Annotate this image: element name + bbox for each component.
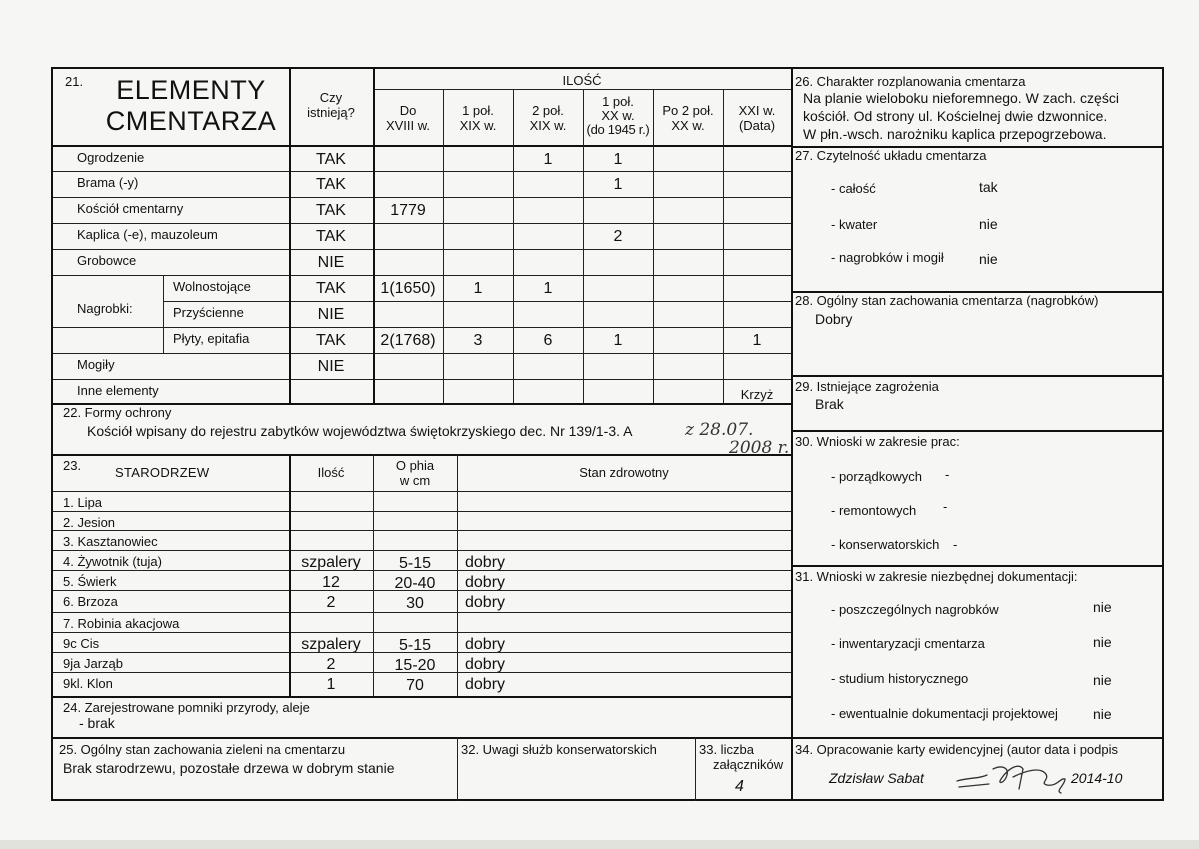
- element-row-exists: NIE: [317, 306, 345, 323]
- element-row-sublabel: Przyścienne: [173, 305, 244, 320]
- grid-line-h: [791, 430, 1164, 432]
- col-header-5-l1: XXI w.: [738, 103, 776, 118]
- s31-item-1-label: - poszczególnych nagrobków: [831, 602, 999, 617]
- element-row-cell: 1: [613, 151, 623, 168]
- tree-row-name: 2. Jesion: [63, 515, 116, 530]
- section-27-label: 27. Czytelność układu cmentarza: [795, 148, 987, 163]
- grid-line-h: [53, 403, 791, 405]
- grid-line-h: [53, 454, 791, 456]
- grid-line-h: [53, 612, 791, 613]
- col-header-4-l1: Po 2 poł.: [662, 103, 714, 118]
- grid-line-v: [373, 69, 375, 403]
- section-29-value: Brak: [815, 396, 844, 412]
- grid-line-h: [53, 223, 791, 224]
- section-28-label: 28. Ogólny stan zachowania cmentarza (nagrobków): [795, 293, 1099, 308]
- grid-line-v: [373, 454, 374, 696]
- section-22-value: Kościół wpisany do rejestru zabytków województwa świętokrzyskiego dec. Nr 139/1-3. A: [87, 423, 633, 439]
- section-34-date: 2014-10: [1071, 770, 1123, 786]
- tree-row-condition: dobry: [465, 676, 506, 693]
- section-26-line3: W płn.-wsch. narożniku kaplica przepogrzebowa.: [803, 126, 1107, 142]
- tree-row-name: 9ja Jarząb: [63, 656, 123, 671]
- grid-line-h: [53, 145, 791, 147]
- tree-row-name: 6. Brzoza: [63, 594, 118, 609]
- s31-item-4-value: nie: [1093, 706, 1112, 722]
- element-row-exists: TAK: [316, 176, 346, 193]
- trees-col-obwod-l2: w cm: [399, 473, 431, 488]
- s30-item-3-value: -: [953, 537, 958, 552]
- col-header-0-l1: Do: [399, 103, 417, 118]
- grid-line-h: [163, 301, 791, 302]
- element-row-cell: 1: [752, 332, 762, 349]
- col-header-3-l1: 1 poł.: [602, 94, 634, 109]
- grid-line-h: [53, 652, 791, 653]
- s30-item-2-label: - remontowych: [831, 503, 917, 518]
- grid-line-h: [53, 353, 791, 354]
- section-34-label: 34. Opracowanie karty ewidencyjnej (autor data i podpis: [795, 742, 1119, 757]
- section-29-label: 29. Istniejące zagrożenia: [795, 379, 939, 394]
- exists-header-line1: Czy: [319, 90, 343, 105]
- tree-row-name: 5. Świerk: [63, 574, 117, 589]
- element-row-exists: TAK: [316, 280, 346, 297]
- tree-row-circumference: 70: [406, 677, 424, 694]
- section-31-label: 31. Wnioski w zakresie niezbędnej dokumentacji:: [795, 569, 1078, 584]
- signature-mark: [953, 757, 1071, 797]
- s31-item-3-label: - studium historycznego: [831, 671, 969, 686]
- tree-row-quantity: szpalery: [301, 554, 361, 571]
- section-33-value: 4: [735, 778, 744, 795]
- grid-line-h: [791, 375, 1164, 377]
- trees-col-ilosc: Ilość: [317, 465, 345, 480]
- section-34-author: Zdzisław Sabat: [829, 770, 924, 786]
- section-22-label: 22. Formy ochrony: [63, 405, 172, 420]
- grid-line-v: [457, 454, 458, 696]
- tree-row-name: 4. Żywotnik (tuja): [63, 554, 162, 569]
- s31-item-2-label: - inwentaryzacji cmentarza: [831, 636, 985, 651]
- section-21-title-line1: ELEMENTY: [116, 75, 266, 105]
- s30-item-1-label: - porządkowych: [831, 469, 923, 484]
- grid-line-h: [53, 511, 791, 512]
- grid-line-v: [289, 454, 291, 696]
- tree-row-condition: dobry: [465, 594, 506, 611]
- tree-row-circumference: 5-15: [398, 555, 432, 572]
- grid-line-h: [53, 171, 791, 172]
- s27-item-2-value: nie: [979, 216, 998, 232]
- tree-row-quantity: 2: [326, 594, 336, 611]
- element-row-label: Mogiły: [77, 357, 115, 372]
- grid-line-h: [791, 565, 1164, 567]
- tree-row-condition: dobry: [465, 636, 506, 653]
- element-row-cell: 2: [613, 228, 623, 245]
- section-33-label-2: załączników: [713, 757, 784, 772]
- grid-line-v: [513, 89, 514, 403]
- grid-line-v: [457, 737, 458, 801]
- section-26-line2: kościół. Od strony ul. Kościelnej dwie dzwonnice.: [803, 108, 1108, 124]
- ilosc-header: ILOŚĆ: [562, 73, 602, 88]
- tree-row-quantity: 12: [322, 574, 340, 591]
- grid-line-h: [53, 249, 791, 250]
- element-row-cell: 2(1768): [380, 332, 436, 349]
- scan-bottom-edge: [0, 840, 1199, 849]
- grid-line-v: [723, 89, 724, 403]
- tree-row-quantity: szpalery: [301, 636, 361, 653]
- tree-row-condition: dobry: [465, 574, 506, 591]
- form-frame: [51, 67, 1164, 801]
- tree-row-circumference: 15-20: [394, 657, 436, 674]
- tree-row-condition: dobry: [465, 656, 506, 673]
- element-row-cell: 1: [543, 151, 553, 168]
- element-row-exists: TAK: [316, 202, 346, 219]
- s27-item-3-label: - nagrobków i mogił: [831, 250, 944, 265]
- grid-line-h: [53, 379, 791, 380]
- element-row-label: Grobowce: [77, 253, 137, 268]
- element-row-cell: 3: [473, 332, 483, 349]
- grid-line-v: [583, 89, 584, 403]
- col-header-0-l2: XVIII w.: [385, 118, 431, 133]
- grid-line-h: [53, 530, 791, 531]
- section-33-label-1: 33. liczba: [699, 742, 754, 757]
- section-24-label: 24. Zarejestrowane pomniki przyrody, aleje: [63, 700, 310, 715]
- tree-row-name: 7. Robinia akacjowa: [63, 616, 180, 631]
- tree-row-condition: dobry: [465, 554, 506, 571]
- grid-line-v: [443, 89, 444, 403]
- section-21-number: 21.: [65, 74, 84, 89]
- s27-item-2-label: - kwater: [831, 217, 878, 232]
- col-header-3-l3: (do 1945 r.): [586, 122, 650, 137]
- element-row-sublabel: Wolnostojące: [173, 279, 251, 294]
- grid-line-h: [53, 672, 791, 673]
- tree-row-name: 1. Lipa: [63, 495, 103, 510]
- element-row-exists: NIE: [317, 358, 345, 375]
- element-row-cell: 1: [613, 176, 623, 193]
- element-row-label: Kościół cmentarny: [77, 201, 184, 216]
- grid-line-v: [695, 737, 696, 801]
- col-header-1-l1: 1 poł.: [462, 103, 494, 118]
- tree-row-circumference: 20-40: [394, 575, 436, 592]
- s31-item-2-value: nie: [1093, 634, 1112, 650]
- grid-line-v: [163, 275, 164, 353]
- s31-item-4-label: - ewentualnie dokumentacji projektowej: [831, 706, 1058, 721]
- nagrobki-label: Nagrobki:: [77, 301, 133, 316]
- trees-col-obwod-l1: O phia: [395, 458, 435, 473]
- grid-line-h: [53, 197, 791, 198]
- element-row-exists: TAK: [316, 151, 346, 168]
- element-row-cell: 1: [473, 280, 483, 297]
- element-row-label: Inne elementy: [77, 383, 159, 398]
- section-28-value: Dobry: [815, 311, 853, 327]
- grid-line-h: [53, 696, 791, 698]
- tree-row-circumference: 5-15: [398, 637, 432, 654]
- s30-item-3-label: - konserwatorskich: [831, 537, 940, 552]
- grid-line-h: [53, 570, 791, 571]
- element-row-cell: 1(1650): [380, 280, 436, 297]
- col-header-2-l1: 2 poł.: [532, 103, 564, 118]
- element-row-exists: NIE: [317, 254, 345, 271]
- element-row-cell: Krzyż: [740, 387, 774, 402]
- element-row-cell: 1779: [390, 202, 426, 219]
- element-row-cell: 1: [613, 332, 623, 349]
- tree-row-name: 9c Cis: [63, 636, 100, 651]
- col-header-4-l2: XX w.: [671, 118, 705, 133]
- col-header-5-l2: (Data): [738, 118, 776, 133]
- grid-line-h: [53, 491, 791, 492]
- section-22-handwriting-1: z 28.07.: [685, 420, 754, 440]
- grid-line-h: [53, 550, 791, 551]
- section-21-title-line2: CMENTARZA: [105, 106, 277, 136]
- tree-row-quantity: 1: [326, 676, 336, 693]
- col-header-2-l2: XIX w.: [529, 118, 567, 133]
- s31-item-3-value: nie: [1093, 672, 1112, 688]
- exists-header-line2: istnieją?: [307, 105, 355, 120]
- section-32-label: 32. Uwagi służb konserwatorskich: [461, 742, 657, 757]
- grid-line-v: [289, 69, 291, 403]
- col-header-3-l2: XX w.: [601, 108, 635, 123]
- grid-line-v: [653, 89, 654, 403]
- trees-col-stan: Stan zdrowotny: [579, 465, 669, 480]
- s27-item-3-value: nie: [979, 251, 998, 267]
- col-header-1-l2: XIX w.: [459, 118, 497, 133]
- grid-line-h: [53, 590, 791, 591]
- grid-line-v: [791, 69, 793, 801]
- element-row-label: Ogrodzenie: [77, 150, 145, 165]
- section-24-value: - brak: [79, 715, 115, 731]
- section-26-line1: Na planie wieloboku nieforemnego. W zach. części: [803, 90, 1119, 106]
- section-23-title: STARODRZEW: [115, 465, 210, 480]
- section-23-number: 23.: [63, 458, 82, 473]
- tree-row-quantity: 2: [326, 656, 336, 673]
- grid-line-h: [791, 291, 1164, 293]
- grid-line-h: [791, 146, 1164, 148]
- section-26-label: 26. Charakter rozplanowania cmentarza: [795, 74, 1026, 89]
- s27-item-1-value: tak: [979, 179, 998, 195]
- element-row-sublabel: Płyty, epitafia: [173, 331, 250, 346]
- tree-row-name: 3. Kasztanowiec: [63, 534, 158, 549]
- grid-line-h: [373, 89, 791, 90]
- tree-row-circumference: 30: [406, 595, 424, 612]
- grid-line-h: [53, 632, 791, 633]
- section-22-handwriting-2: 2008 r.: [729, 438, 790, 458]
- s30-item-1-value: -: [945, 467, 950, 482]
- tree-row-name: 9kl. Klon: [63, 676, 113, 691]
- s30-item-2-value: -: [943, 499, 948, 514]
- element-row-label: Brama (-y): [77, 175, 139, 190]
- section-30-label: 30. Wnioski w zakresie prac:: [795, 434, 960, 449]
- element-row-cell: 6: [543, 332, 553, 349]
- element-row-exists: TAK: [316, 228, 346, 245]
- section-25-value: Brak starodrzewu, pozostałe drzewa w dobrym stanie: [63, 760, 395, 776]
- section-25-label: 25. Ogólny stan zachowania zieleni na cmentarzu: [59, 742, 346, 757]
- grid-line-h: [53, 737, 1164, 739]
- element-row-exists: TAK: [316, 332, 346, 349]
- element-row-label: Kaplica (-e), mauzoleum: [77, 227, 218, 242]
- signature-stroke: [957, 766, 1065, 793]
- element-row-cell: 1: [543, 280, 553, 297]
- s31-item-1-value: nie: [1093, 599, 1112, 615]
- s27-item-1-label: - całość: [831, 181, 876, 196]
